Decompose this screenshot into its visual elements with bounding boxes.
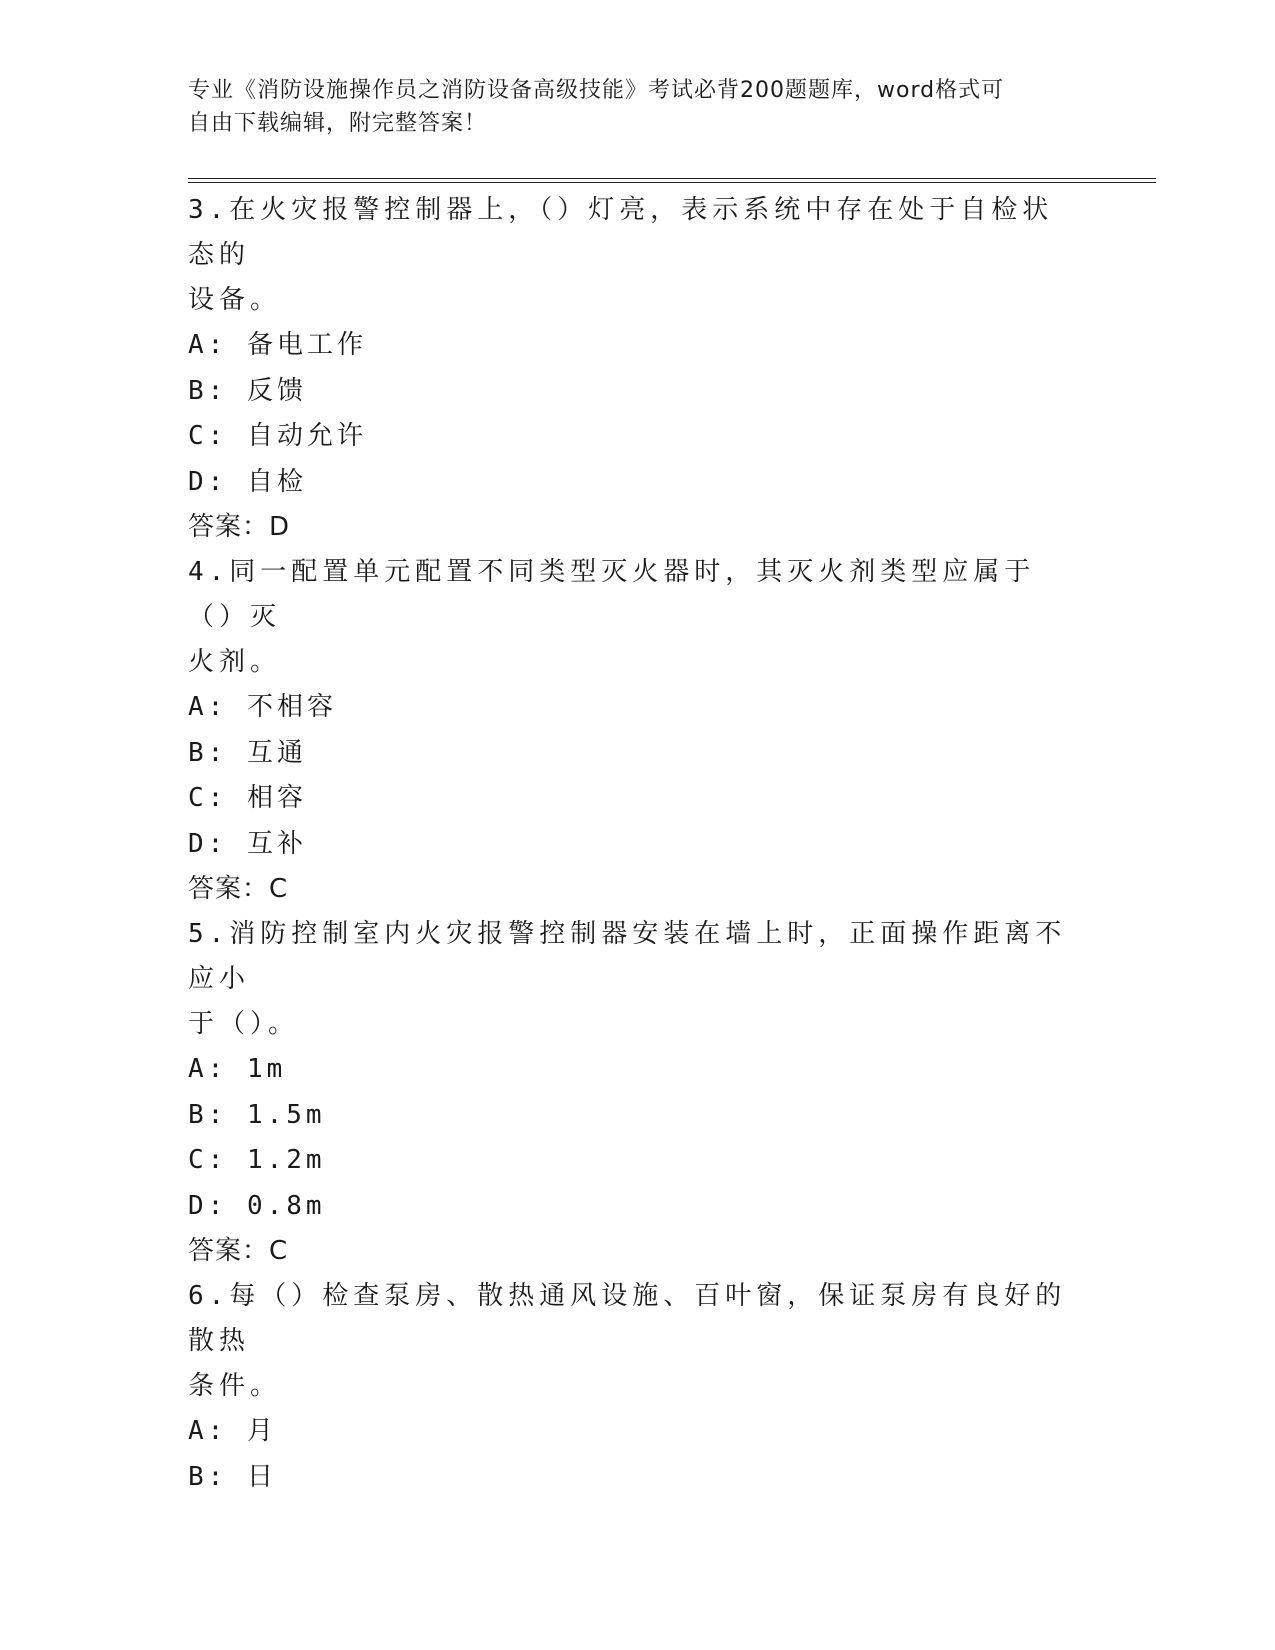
option-b: B: 反馈: [188, 375, 307, 406]
question-stem-continued: 火剂。: [188, 647, 282, 677]
header-divider-bottom: [188, 182, 1156, 183]
question-stem-continued: 设备。: [188, 285, 282, 315]
option-c: C: 相容: [188, 783, 307, 813]
question-6: [188, 1274, 1068, 1500]
header-line-2: 自由下载编辑，附完整答案！: [188, 111, 488, 136]
option-a: A: 1m: [188, 1054, 287, 1084]
answer: 答案：D: [188, 512, 291, 542]
header-line-1: 专业《消防设施操作员之消防设备高级技能》考试必背200题题库，word格式可: [188, 78, 1005, 103]
question-stem: 4.同一配置单元配置不同类型灭火器时，其灭火剂类型应属于（）灭: [188, 557, 1036, 632]
option-d: D: 互补: [188, 828, 307, 859]
option-b: B: 1.5m: [188, 1099, 326, 1130]
option-a: A: 不相容: [188, 692, 337, 722]
option-d: D: 0.8m: [188, 1190, 326, 1221]
option-a: A: 备电工作: [188, 330, 367, 360]
option-b: B: 日: [188, 1461, 277, 1492]
question-stem-continued: 于（）。: [188, 1009, 300, 1039]
option-c: C: 自动允许: [188, 421, 367, 451]
question-stem: 6.每（）检查泵房、散热通风设施、百叶窗，保证泵房有良好的散热: [188, 1281, 1067, 1356]
question-3: [188, 188, 1068, 550]
question-stem: 3.在火灾报警控制器上，（）灯亮，表示系统中存在处于自检状态的: [188, 195, 1054, 270]
answer: 答案：C: [188, 874, 289, 904]
answer: 答案：C: [188, 1236, 289, 1266]
document-header: [188, 74, 1068, 140]
question-5: [188, 912, 1068, 1274]
question-stem-continued: 条件。: [188, 1371, 282, 1401]
option-b: B: 互通: [188, 737, 307, 768]
option-d: D: 自检: [188, 466, 307, 497]
question-stem: 5.消防控制室内火灾报警控制器安装在墙上时，正面操作距离不应小: [188, 919, 1067, 994]
option-c: C: 1.2m: [188, 1145, 326, 1175]
question-4: [188, 550, 1068, 912]
header-divider-top: [188, 178, 1156, 179]
option-a: A: 月: [188, 1416, 277, 1446]
